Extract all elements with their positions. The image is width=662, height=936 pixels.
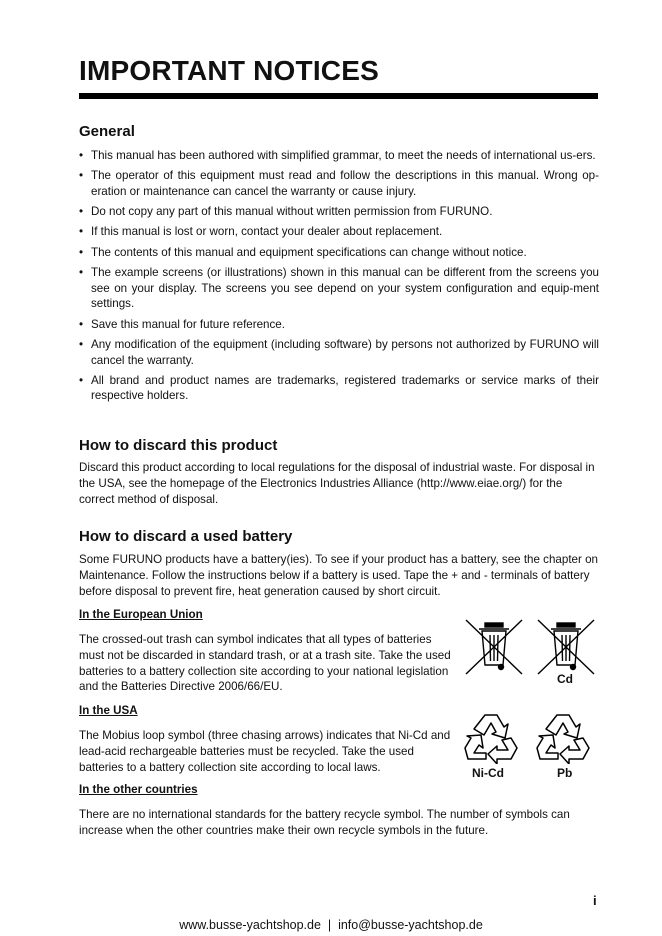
eu-heading: In the European Union [79,608,203,621]
discard-product-text: Discard this product according to local regulations for the disposal of industrial waste. For disposal in the USA, see the homepage of the Electronics Industries Alliance (http://www.eiae.org/) for the correct method of disposal. [79,461,595,506]
eu-text: The crossed-out trash can symbol indicates that all types of batteries must not be discarded in standard trash, or at a trash site. Take the used batteries to a battery collection site according to your national legislation and the Batteries Directive 2006/66/EU. [79,633,451,694]
list-item: • Do not copy any part of this manual without written permission from FURUNO. [79,204,599,220]
usa-heading: In the USA [79,704,138,717]
discard-product-heading: How to discard this product [79,437,278,454]
page-title: IMPORTANT NOTICES [79,55,379,86]
list-item: • This manual has been authored with simplified grammar, to meet the needs of international us-ers. [79,148,599,164]
pb-label: Pb [557,766,573,780]
recycle-pb-icon [536,710,592,764]
usa-text: The Mobius loop symbol (three chasing arrows) indicates that Ni-Cd and lead-acid rechargeable batteries must be recycled. Take the used batteries to a battery collection site according to local laws. [79,729,451,774]
list-item: • Any modification of the equipment (including software) by persons not authorized by FURUNO will cancel the warranty. [79,337,599,369]
crossed-bin-icon [463,617,525,677]
footer-text: www.busse-yachtshop.de | info@busse-yachtshop.de [179,918,483,932]
list-item: • If this manual is lost or worn, contact your dealer about replacement. [79,224,599,240]
crossed-bin-cd-icon [535,617,597,677]
general-heading: General [79,123,135,140]
list-item: • Save this manual for future reference. [79,317,599,333]
recycle-icon [464,710,520,764]
list-item: • All brand and product names are trademarks, registered trademarks or service marks of their respective holders. [79,373,599,405]
list-item: • The example screens (or illustrations) shown in this manual can be different from the screens you see on your display. The screens you see depend on your system configuration and equip-ment settings. [79,265,599,312]
general-bullet-list [79,148,599,409]
other-heading: In the other countries [79,783,198,796]
list-item: • The contents of this manual and equipment specifications can change without notice. [79,245,599,261]
title-rule [79,93,598,99]
nicd-label: Ni-Cd [472,766,504,780]
cd-label: Cd [557,672,573,686]
page-number: i [593,893,597,908]
discard-battery-heading: How to discard a used battery [79,528,293,545]
list-item: • The operator of this equipment must read and follow the descriptions in this manual. Wrong op-eration or maintenance can cancel the warranty or cause injury. [79,168,599,200]
other-text: There are no international standards for the battery recycle symbol. The number of symbols can increase when the other countries make their own recycle symbols in the future. [79,808,570,837]
discard-battery-text: Some FURUNO products have a battery(ies). To see if your product has a battery, see the chapter on Maintenance. Follow the instructions below if a battery is used. Tape the + and - terminals of battery before disposal to prevent fire, heat generation caused by short circuit. [79,553,598,598]
